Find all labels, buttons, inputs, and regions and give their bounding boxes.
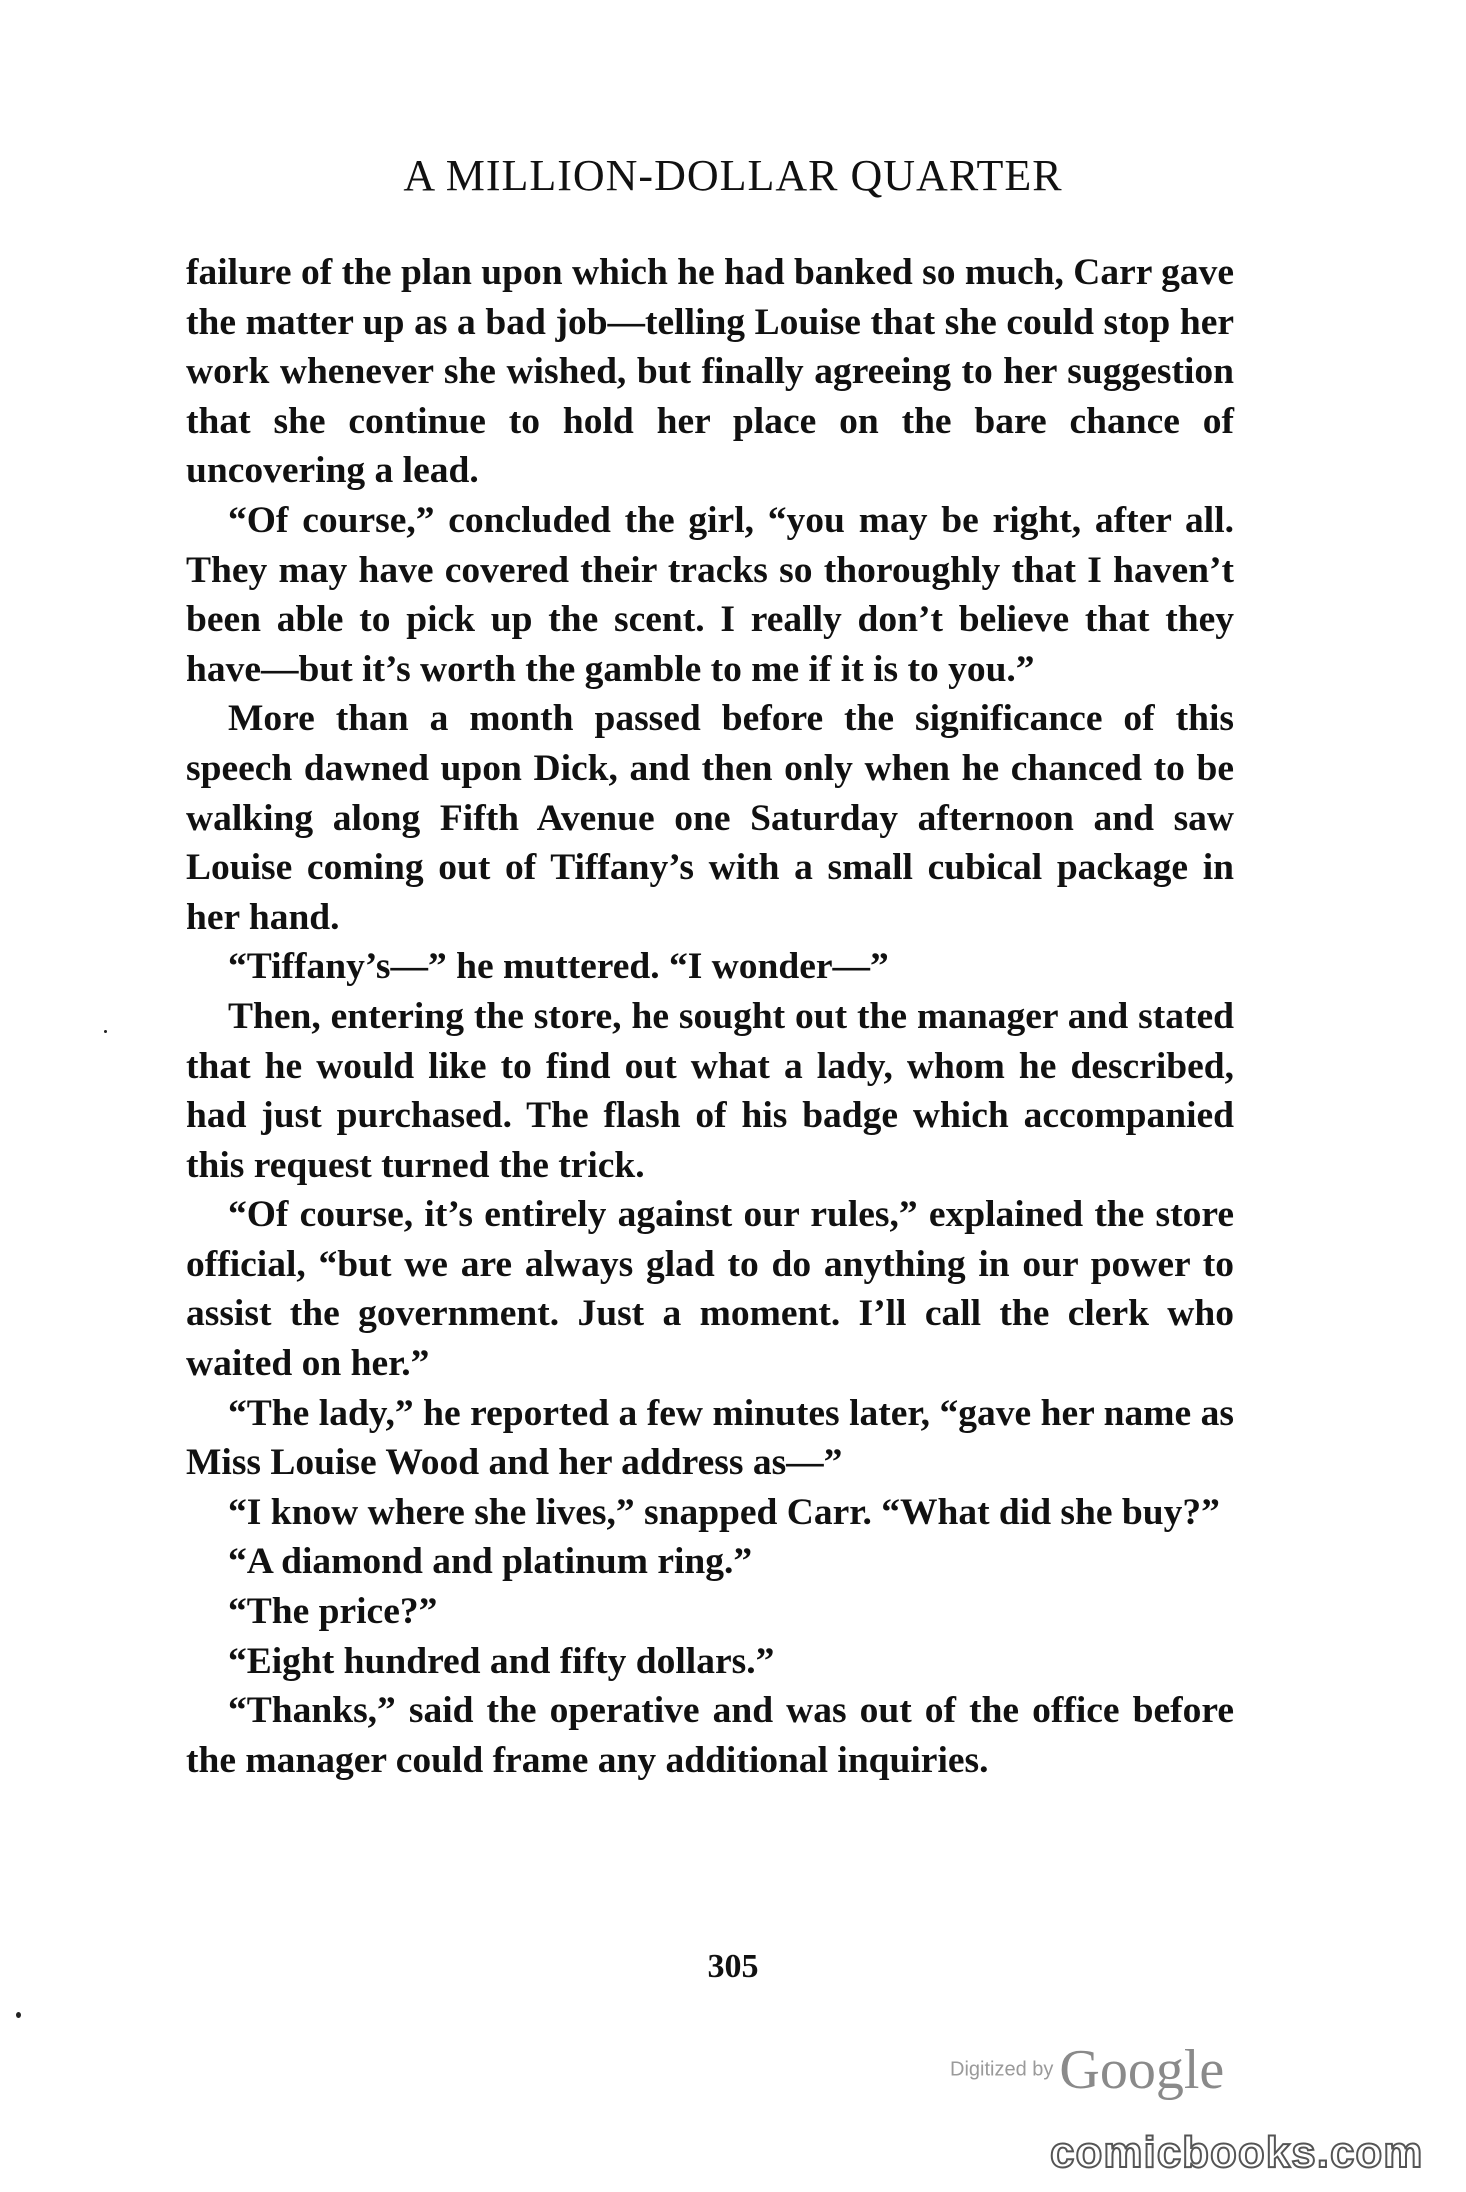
digitized-by-label: Digitized by	[950, 2058, 1054, 2081]
paragraph-5: Then, entering the store, he sought out the manager and stated that he would like to find out what a lady, whom he described, had just purchased. The flash of his badge which accompanied this request turned the trick.	[186, 995, 1234, 1186]
scan-speck	[104, 1030, 107, 1033]
paragraph-9: “A diamond and platinum ring.”	[228, 1541, 753, 1583]
page-number: 305	[707, 1948, 759, 1985]
paragraph-3: More than a month passed before the significance of this speech dawned upon Dick, and then only when he chanced to be walking along Fifth Avenue one Saturday afternoon and saw Louise coming out of Tiffany’s with a small cubical package in her hand.	[186, 698, 1234, 938]
paragraph-7: “The lady,” he reported a few minutes later, “gave her name as Miss Louise Wood and her address as—”	[186, 1392, 1234, 1484]
paragraph-2: “Of course,” concluded the girl, “you may be right, after all. They may have covered their tracks so thoroughly that I haven’t been able to pick up the scent. I really don’t believe that they have—but it’s worth the gamble to me if it is to you.”	[186, 499, 1234, 690]
paragraph-4: “Tiffany’s—” he muttered. “I wonder—”	[228, 946, 889, 988]
running-title: A MILLION-DOLLAR QUARTER	[403, 151, 1063, 200]
paragraph-6: “Of course, it’s entirely against our rules,” explained the store official, “but we are always glad to do anything in our power to assist the government. Just a moment. I’ll call the clerk who waited on her.”	[186, 1194, 1234, 1385]
google-logo: Google	[1059, 2039, 1225, 2101]
site-watermark: comicbooks.com	[1050, 2128, 1424, 2177]
paragraph-1: failure of the plan upon which he had banked so much, Carr gave the matter up as a bad job—telling Louise that she could stop her work whenever she wished, but finally agreeing to her suggestion that she continue to hold her place on the bare chance of uncovering a lead.	[186, 252, 1234, 492]
paragraph-12: “Thanks,” said the operative and was out of the office before the manager could frame any additional inquiries.	[186, 1690, 1234, 1781]
scan-speck	[16, 2012, 21, 2018]
paragraph-11: “Eight hundred and fifty dollars.”	[228, 1640, 775, 1682]
paragraph-10: “The price?”	[228, 1591, 438, 1633]
digitized-by-notice	[950, 2038, 1224, 2102]
body-text	[186, 248, 1234, 1785]
paragraph-8: “I know where she lives,” snapped Carr. “What did she buy?”	[228, 1491, 1220, 1533]
